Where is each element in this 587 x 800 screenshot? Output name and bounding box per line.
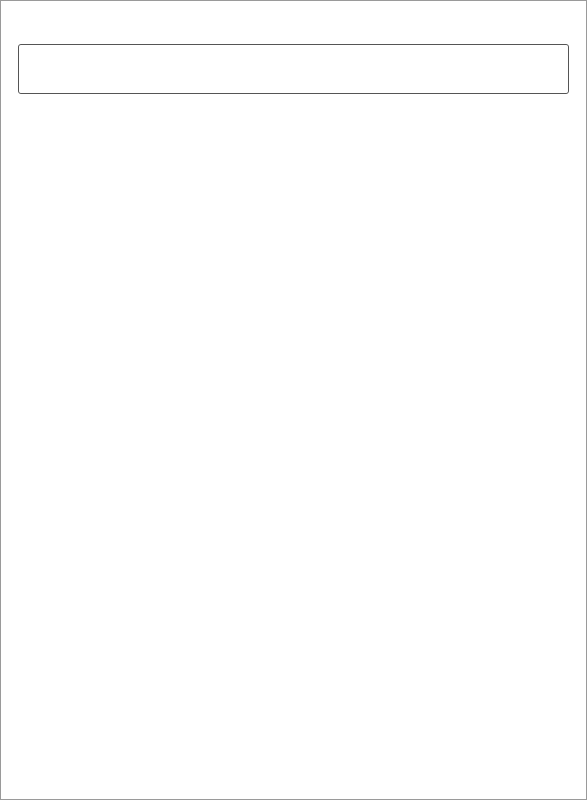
- title-box: [18, 44, 569, 94]
- units-column-right: [298, 183, 556, 187]
